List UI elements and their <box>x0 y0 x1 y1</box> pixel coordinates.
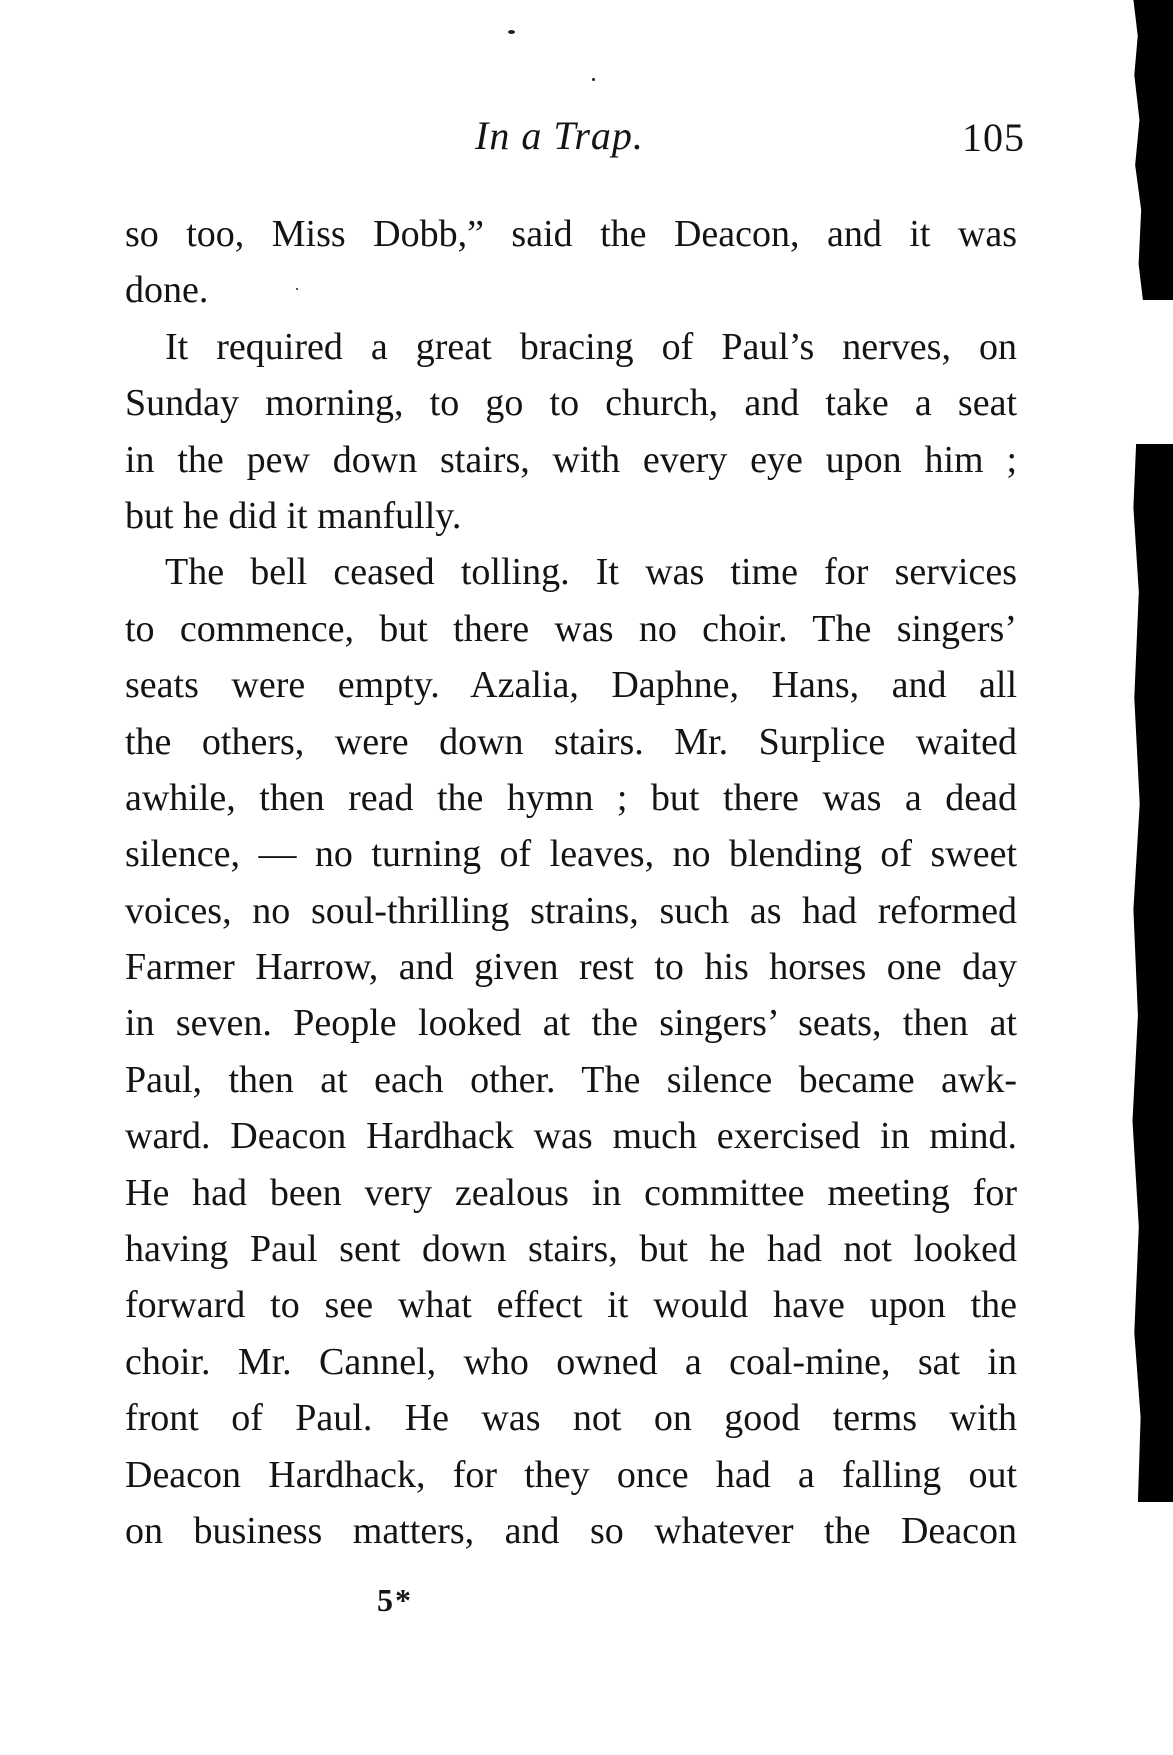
scan-speck <box>592 78 595 81</box>
text-line: Farmer Harrow, and given rest to his horses one day <box>125 946 1017 989</box>
signature-mark: 5* <box>377 1582 413 1618</box>
text-line: choir. Mr. Cannel, who owned a coal-mine, sat in <box>125 1340 1017 1383</box>
text-line: to commence, but there was no choir. The singers’ <box>125 607 1017 650</box>
text-line: in seven. People looked at the singers’ seats, then at <box>125 1002 1017 1045</box>
text-line: forward to see what effect it would have upon the <box>125 1284 1017 1327</box>
text-line: front of Paul. He was not on good terms with <box>125 1397 1017 1440</box>
scan-speck <box>508 30 515 34</box>
text-line: ward. Deacon Hardhack was much exercised in mind. <box>125 1115 1017 1158</box>
text-line: It required a great bracing of Paul’s nerves, on <box>165 325 1017 368</box>
text-line: Paul, then at each other. The silence became awk- <box>125 1058 1017 1101</box>
text-line: on business matters, and so whatever the Deacon <box>125 1509 1017 1552</box>
scan-edge-shadow <box>1128 444 1173 1502</box>
text-line: having Paul sent down stairs, but he had not looked <box>125 1228 1017 1271</box>
text-line: voices, no soul-thrilling strains, such as had reformed <box>125 889 1017 932</box>
body-text <box>125 206 1017 1559</box>
page-number: 105 <box>962 115 1025 160</box>
text-line: in the pew down stairs, with every eye upon him ; <box>125 438 1017 481</box>
text-line: silence, — no turning of leaves, no blending of sweet <box>125 833 1017 876</box>
text-line: the others, were down stairs. Mr. Surplice waited <box>125 720 1017 763</box>
text-line: awhile, then read the hymn ; but there was a dead <box>125 776 1017 819</box>
text-line: The bell ceased tolling. It was time for services <box>165 551 1017 594</box>
text-line: Sunday morning, to go to church, and take a seat <box>125 382 1017 425</box>
text-line: He had been very zealous in committee meeting for <box>125 1171 1017 1214</box>
text-line: done. <box>125 269 209 312</box>
text-line: seats were empty. Azalia, Daphne, Hans, and all <box>125 664 1017 707</box>
text-line: but he did it manfully. <box>125 494 462 537</box>
scan-edge-shadow <box>1130 0 1173 300</box>
text-line: so too, Miss Dobb,” said the Deacon, and it was <box>125 213 1017 255</box>
running-title: In a Trap. <box>475 113 644 158</box>
text-line: Deacon Hardhack, for they once had a falling out <box>125 1453 1017 1496</box>
scan-speck <box>296 288 298 290</box>
running-head <box>125 112 1025 172</box>
